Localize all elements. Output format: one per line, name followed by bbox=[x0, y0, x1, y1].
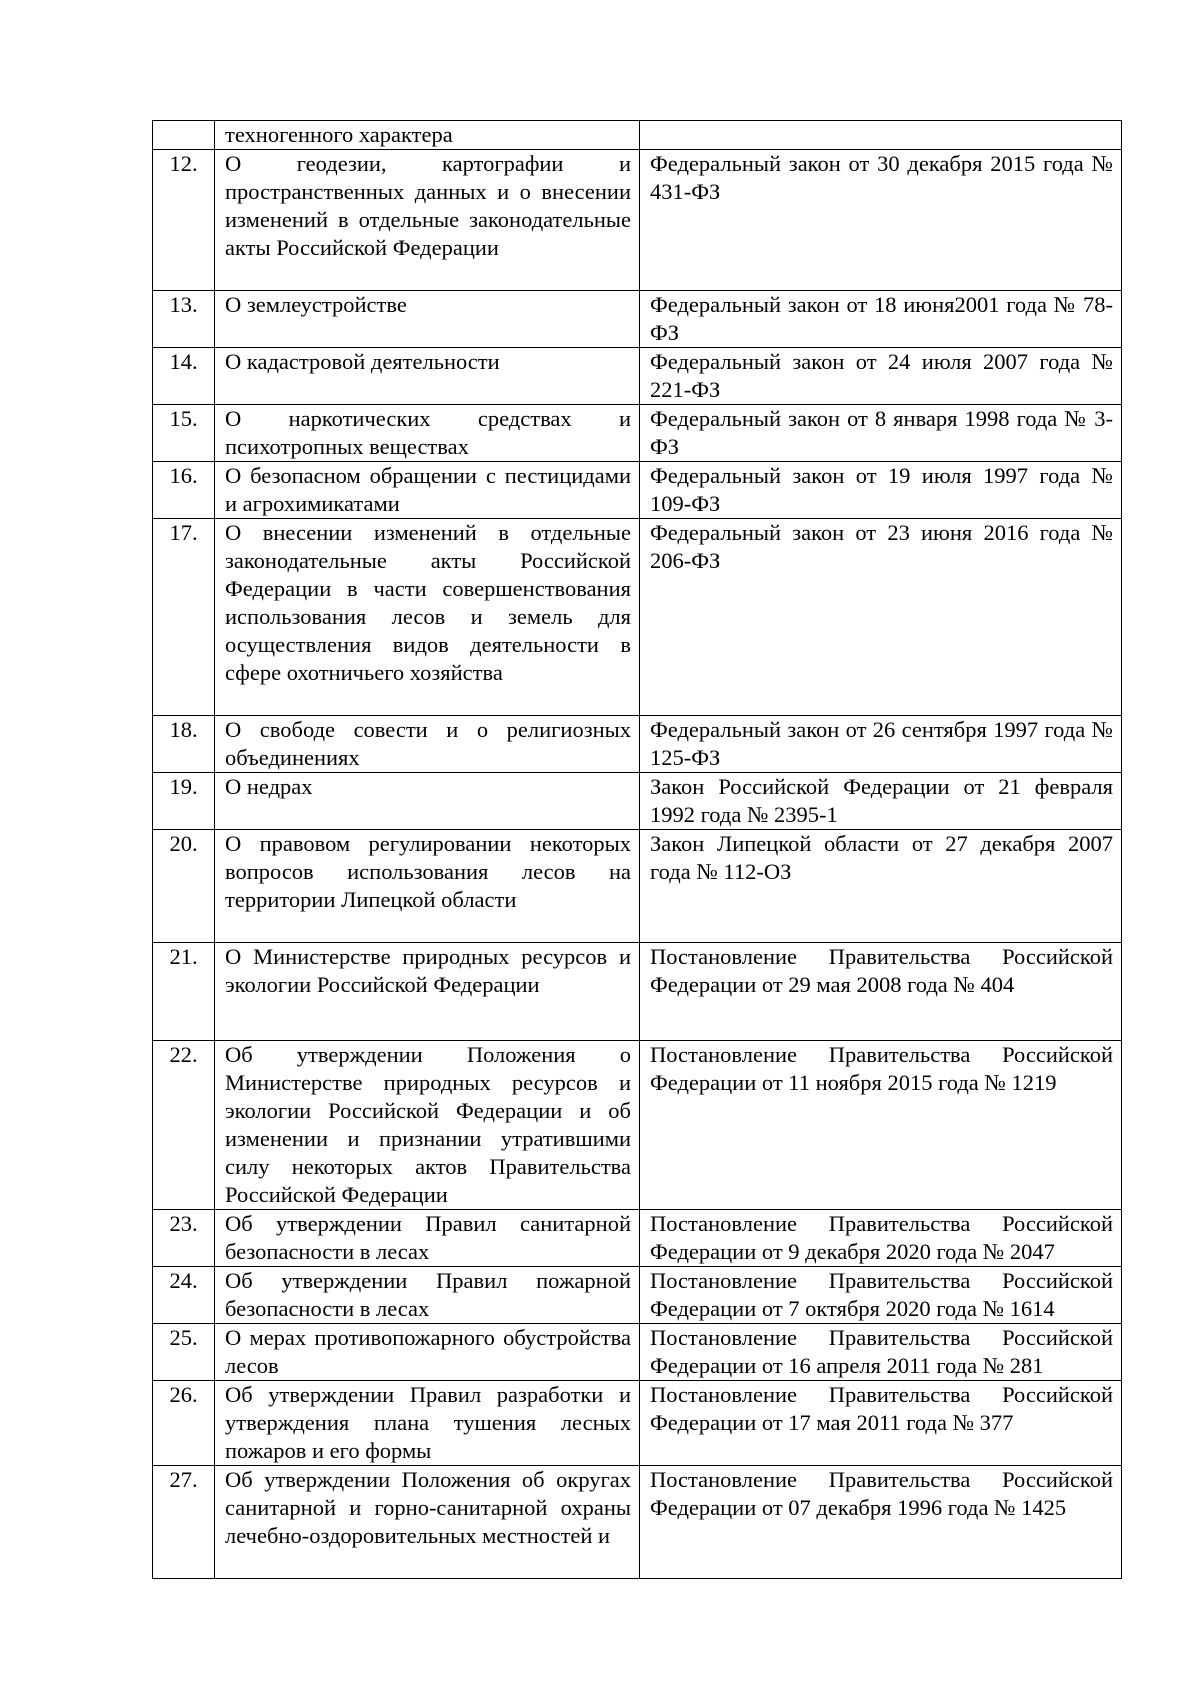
act-title: О мерах противопожарного обустройства лесов bbox=[215, 1324, 640, 1381]
table-row bbox=[153, 405, 1122, 462]
row-number: 23. bbox=[153, 1210, 215, 1267]
row-number bbox=[153, 121, 215, 150]
table-row bbox=[153, 462, 1122, 519]
table-row bbox=[153, 773, 1122, 830]
row-number: 12. bbox=[153, 150, 215, 291]
table-row bbox=[153, 121, 1122, 150]
row-number: 25. bbox=[153, 1324, 215, 1381]
row-number: 13. bbox=[153, 291, 215, 348]
act-title: О геодезии, картографии и пространственных данных и о внесении изменений в отдельные законодательные акты Российской Федерации bbox=[215, 150, 640, 291]
act-title: Об утверждении Правил пожарной безопасности в лесах bbox=[215, 1267, 640, 1324]
row-number: 17. bbox=[153, 519, 215, 716]
row-number: 20. bbox=[153, 830, 215, 943]
table-row bbox=[153, 830, 1122, 943]
table-row bbox=[153, 716, 1122, 773]
row-number: 24. bbox=[153, 1267, 215, 1324]
table-row bbox=[153, 519, 1122, 716]
table-row bbox=[153, 348, 1122, 405]
row-number: 21. bbox=[153, 943, 215, 1041]
act-title: Об утверждении Положения о Министерстве природных ресурсов и экологии Российской Федерации и об изменении и признании утратившими силу некоторых актов Правительства Российской Федерации bbox=[215, 1041, 640, 1210]
act-reference: Закон Российской Федерации от 21 февраля 1992 года № 2395-1 bbox=[640, 773, 1122, 830]
act-title: О наркотических средствах и психотропных веществах bbox=[215, 405, 640, 462]
act-reference: Постановление Правительства Российской Федерации от 07 декабря 1996 года № 1425 bbox=[640, 1466, 1122, 1579]
act-reference: Федеральный закон от 24 июля 2007 года № 221-ФЗ bbox=[640, 348, 1122, 405]
act-reference: Федеральный закон от 23 июня 2016 года № 206-ФЗ bbox=[640, 519, 1122, 716]
act-reference: Федеральный закон от 19 июля 1997 года № 109-ФЗ bbox=[640, 462, 1122, 519]
row-number: 14. bbox=[153, 348, 215, 405]
act-title: О внесении изменений в отдельные законодательные акты Российской Федерации в части совершенствования использования лесов и земель для осуществления видов деятельности в сфере охотничьего хозяйства bbox=[215, 519, 640, 716]
act-reference: Федеральный закон от 26 сентября 1997 года № 125-ФЗ bbox=[640, 716, 1122, 773]
act-reference: Федеральный закон от 30 декабря 2015 года № 431-ФЗ bbox=[640, 150, 1122, 291]
table-row bbox=[153, 1381, 1122, 1466]
row-number: 15. bbox=[153, 405, 215, 462]
act-reference: Постановление Правительства Российской Федерации от 29 мая 2008 года № 404 bbox=[640, 943, 1122, 1041]
act-reference: Федеральный закон от 18 июня2001 года № 78-ФЗ bbox=[640, 291, 1122, 348]
legal-acts-table bbox=[152, 120, 1122, 1579]
table-row bbox=[153, 1267, 1122, 1324]
act-title: О безопасном обращении с пестицидами и агрохимикатами bbox=[215, 462, 640, 519]
act-title: О правовом регулировании некоторых вопросов использования лесов на территории Липецкой области bbox=[215, 830, 640, 943]
act-title: техногенного характера bbox=[215, 121, 640, 150]
act-reference: Постановление Правительства Российской Федерации от 17 мая 2011 года № 377 bbox=[640, 1381, 1122, 1466]
table-row bbox=[153, 1210, 1122, 1267]
table-row bbox=[153, 1041, 1122, 1210]
table-row bbox=[153, 291, 1122, 348]
act-reference: Постановление Правительства Российской Федерации от 16 апреля 2011 года № 281 bbox=[640, 1324, 1122, 1381]
act-reference: Постановление Правительства Российской Федерации от 7 октября 2020 года № 1614 bbox=[640, 1267, 1122, 1324]
act-title: Об утверждении Правил разработки и утверждения плана тушения лесных пожаров и его формы bbox=[215, 1381, 640, 1466]
table-row bbox=[153, 1324, 1122, 1381]
act-title: О Министерстве природных ресурсов и экологии Российской Федерации bbox=[215, 943, 640, 1041]
row-number: 18. bbox=[153, 716, 215, 773]
act-title: О недрах bbox=[215, 773, 640, 830]
table-row bbox=[153, 943, 1122, 1041]
act-title: О свободе совести и о религиозных объединениях bbox=[215, 716, 640, 773]
act-reference bbox=[640, 121, 1122, 150]
act-title: О кадастровой деятельности bbox=[215, 348, 640, 405]
act-reference: Федеральный закон от 8 января 1998 года № 3-ФЗ bbox=[640, 405, 1122, 462]
row-number: 22. bbox=[153, 1041, 215, 1210]
act-title: Об утверждении Положения об округах санитарной и горно-санитарной охраны лечебно-оздоровительных местностей и bbox=[215, 1466, 640, 1579]
act-reference: Постановление Правительства Российской Федерации от 9 декабря 2020 года № 2047 bbox=[640, 1210, 1122, 1267]
table-row bbox=[153, 1466, 1122, 1579]
act-title: О землеустройстве bbox=[215, 291, 640, 348]
act-reference: Закон Липецкой области от 27 декабря 2007 года № 112-ОЗ bbox=[640, 830, 1122, 943]
act-reference: Постановление Правительства Российской Федерации от 11 ноября 2015 года № 1219 bbox=[640, 1041, 1122, 1210]
row-number: 16. bbox=[153, 462, 215, 519]
row-number: 27. bbox=[153, 1466, 215, 1579]
legal-acts-table-body bbox=[153, 121, 1122, 1579]
row-number: 19. bbox=[153, 773, 215, 830]
act-title: Об утверждении Правил санитарной безопасности в лесах bbox=[215, 1210, 640, 1267]
row-number: 26. bbox=[153, 1381, 215, 1466]
table-row bbox=[153, 150, 1122, 291]
